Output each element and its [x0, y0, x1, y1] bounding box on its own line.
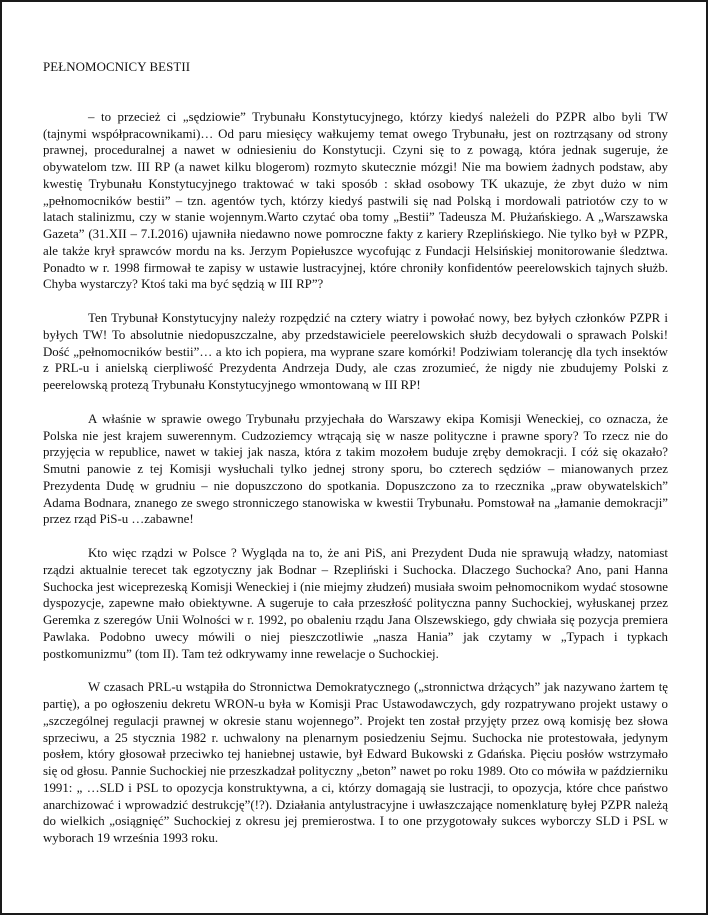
document-body — [43, 59, 668, 864]
paragraph-3: A właśnie w sprawie owego Trybunału przyjechała do Warszawy ekipa Komisji Weneckiej, co oznacza, że Polska nie jest krajem suwerennym. Cudzoziemcy wtrącają się w nasze polityczne i prawne spory? To rzecz nie do przyjęcia w republice, nawet w takiej jak nasza, która z takim mozołem buduje zręby demokracji. I cóż się okazało? Smutni panowie z tej Komisji wysłuchali tylko jednej strony sporu, bo czterech sędziów – mianowanych przez Prezydenta Dudę w grudniu – nie dopuszczono do spotkania. Dopuszczono za to rzecznika „praw obywatelskich” Adama Bodnara, znanego ze swego stronniczego stanowiska w kwestii Trybunału. Pomstował na „łamanie demokracji” przez rząd PiS-u …zabawne! — [43, 411, 668, 527]
document-title: PEŁNOMOCNICY BESTII — [43, 60, 191, 74]
paragraph-5: W czasach PRL-u wstąpiła do Stronnictwa Demokratycznego („stronnictwa drżących” jak nazywano żartem tę partię), a po ogłoszeniu dekretu WRON-u była w Komisji Prac Ustawodawczych, gdy rozpatrywano projekt ustawy o „szczególnej regulacji prawnej w okresie stanu wojennego”. Projekt ten został przyjęty przez ową komisję bez słowa sprzeciwu, a 25 stycznia 1982 r. uchwalony na plenarnym posiedzeniu Sejmu. Suchocka nie protestowała, jedynym posłem, który głosował przeciwko tej haniebnej ustawie, był Edward Bukowski z Gdańska. Pięciu posłów wstrzymało się od głosu. Pannie Suchockiej nie przeszkadzał polityczny „beton” nawet po roku 1989. Oto co mówiła w październiku 1991: „ …SLD i PSL to opozycja konstruktywna, a ci, którzy domagają sie lustracji, to opozycja, które chce państwo anarchizować i wprowadzić destrukcję”(!?). Działania antylustracyjne i uwłaszczające nomenklaturę byłej PZPR należą do wielkich „osiągnięć” Suchockiej z okresu jej premierostwa. I to one przygotowały sukces wyborczy SLD i PSL w wyborach 19 września 1993 roku. — [43, 680, 668, 845]
paragraph-4: Kto więc rządzi w Polsce ? Wygląda na to, że ani PiS, ani Prezydent Duda nie sprawują władzy, natomiast rządzi aktualnie terecet tak egzotyczny jak Bodnar – Rzepliński i Suchocka. Dlaczego Suchocka? Ano, pani Hanna Suchocka jest wiceprezeską Komisji Weneckiej i (nie miejmy złudzeń) musiała swoim pełnomocnikom wydać stosowne dyspozycje, zapewne mało obiektywne. A sugeruje to cała przeszłość polityczna panny Suchockiej, wyłuskanej przez Geremka z szeregów Unii Wolności w r. 1992, po obaleniu rządu Jana Olszewskiego, gdy chwiała się pozycja premiera Pawlaka. Podobno uwecy mówili o niej pieszczotliwie „nasza Hania” jak czytamy w „Typach i typkach postkomunizmu” (tom II). Tam też odkrywamy inne rewelacje o Suchockiej. — [43, 546, 668, 661]
paragraph-1: – to przecież ci „sędziowie” Trybunału Konstytucyjnego, którzy kiedyś należeli do PZPR albo byli TW (tajnymi współpracownikami)… Od paru miesięcy wałkujemy temat owego Trybunału, jest on roztrząsany od strony prawnej, proceduralnej a nawet w odniesieniu do Konstytucji. Czyni się to z powagą, która jednak sugeruje, że obywatelom tzw. III RP (a nawet kilku blogerom) rozmyto skutecznie mózgi! Nie ma bowiem żadnych podstaw, aby kwestię Trybunału Konstytucyjnego traktować w taki sposób : skład osobowy TK ukazuje, że zbyt dużo w nim „pełnomocników bestii” – tzn. agentów tych, którzy kiedyś pastwili się nad Polską i mordowali patriotów czy to w latach stalinizmu, czy w stanie wojennym.Warto czytać oba tomy „Bestii” Tadeusza M. Płużańskiego. A „Warszawska Gazeta” (31.XII – 7.I.2016) ujawniła niedawno nowe pomroczne fakty z kariery Rzeplińskiego. Nie tylko był w PZPR, ale także krył sprawców mordu na ks. Jerzym Popiełuszce wycofując z Fundacji Helsińskiej monitorowanie śledztwa. Ponadto w r. 1998 firmował te zapisy w ustawie lustracyjnej, które chroniły konfidentów peerelowskich tajnych służb. Chyba wystarczy? Ktoś taki ma być sędzią w III RP”? — [43, 109, 668, 292]
paragraph-2: Ten Trybunał Konstytucyjny należy rozpędzić na cztery wiatry i powołać nowy, bez byłych członków PZPR i byłych TW! To absolutnie niedopuszczalne, aby przedstawiciele peerelowskich służb decydowali o sprawach Polski! Dość „pełnomocników bestii”… a kto ich popiera, ma wyprane szare komórki! Podziwiam tolerancję dla tych insektów z PRL-u i anielską cierpliwość Prezydenta Andrzeja Dudy, ale czas zrozumieć, że nigdy nie zbudujemy Polski z peerelowską protezą Trybunału Konstytucyjnego wmontowaną w III RP! — [43, 311, 668, 392]
